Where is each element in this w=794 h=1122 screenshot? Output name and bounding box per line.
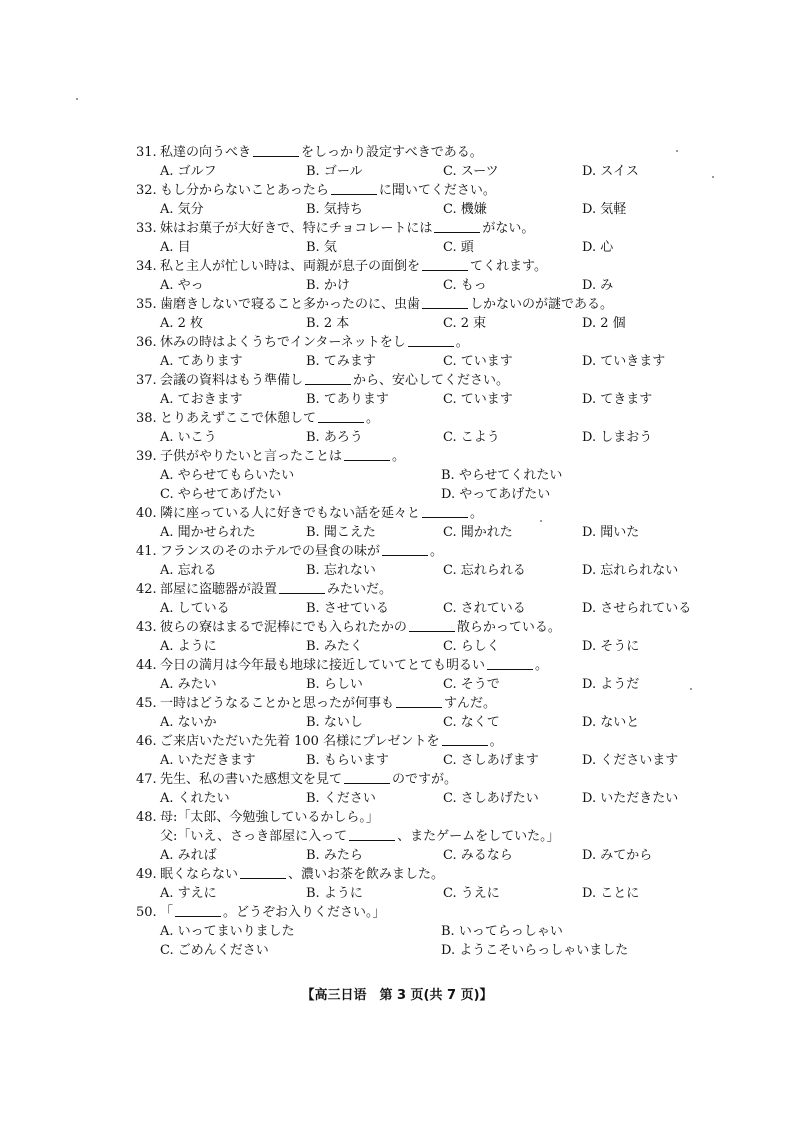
option-row: [136, 752, 736, 771]
option-b: B. 気: [306, 240, 337, 255]
answer-blank: [175, 904, 221, 917]
option-row: [136, 353, 736, 372]
option-b: B. あろう: [306, 430, 363, 445]
question-38: [136, 410, 736, 448]
option-d: D. 心: [582, 240, 614, 255]
question-stem: 46. ご来店いただいた先着 100 名様にプレゼントを 。: [136, 734, 503, 749]
option-row: [136, 790, 736, 809]
answer-blank: [422, 296, 468, 309]
answer-blank: [442, 733, 488, 746]
option-d: D. 忘れられない: [582, 563, 679, 578]
option-a: A. 2 枚: [160, 316, 204, 331]
option-d: D. くださいます: [582, 753, 679, 768]
question-stem: 45. 一時はどうなることかと思ったが何事も すんだ。: [136, 696, 497, 711]
option-c: C. そうで: [443, 677, 500, 692]
dialogue-line-mother: 48. 母:「太郎、今勉強しているかしら。」: [136, 810, 379, 825]
answer-blank: [434, 220, 480, 233]
option-b: B. らしい: [306, 677, 363, 692]
question-43: [136, 619, 736, 657]
question-48: [136, 809, 736, 866]
option-b: B. 気持ち: [306, 202, 363, 217]
answer-blank: [409, 619, 455, 632]
question-37: [136, 372, 736, 410]
option-c: C. さしあげたい: [443, 791, 539, 806]
question-stem: 43. 彼らの寮はまるで泥棒にでも入られたかの 散らかっている。: [136, 620, 561, 635]
option-a: A. くれたい: [160, 791, 230, 806]
option-c: C. やらせてあげたい: [160, 487, 282, 502]
option-b: B. ように: [306, 886, 363, 901]
answer-blank: [487, 657, 533, 670]
answer-blank: [382, 543, 428, 556]
question-47: [136, 771, 736, 809]
option-d: D. ていきます: [582, 354, 666, 369]
answer-blank: [396, 695, 442, 708]
question-stem: 41. フランスのそのホテルでの昼食の味が 。: [136, 544, 443, 559]
question-31: [136, 144, 736, 182]
page-footer: 【高三日语 第 3 页(共 7 页)】: [301, 988, 493, 1003]
option-c: C. 聞かれた: [443, 525, 513, 540]
option-a: A. ないか: [160, 715, 217, 730]
option-d: D. しまおう: [582, 430, 653, 445]
option-b: B. ゴール: [306, 164, 363, 179]
option-row: [136, 524, 736, 543]
option-d: D. ないと: [582, 715, 640, 730]
answer-blank: [422, 505, 468, 518]
question-41: [136, 543, 736, 581]
answer-blank: [408, 334, 454, 347]
question-stem: 49. 眠くならない 、濃いお茶を飲みました。: [136, 867, 445, 882]
option-a: A. 目: [160, 240, 191, 255]
option-a: A. みたい: [160, 677, 217, 692]
question-49: [136, 866, 736, 904]
option-d: D. スイス: [582, 164, 639, 179]
option-row: [136, 201, 736, 220]
question-stem: 47. 先生、私の書いた感想文を見て のですが。: [136, 772, 458, 787]
question-33: [136, 220, 736, 258]
option-b: B. かけ: [306, 278, 350, 293]
option-a: A. やらせてもらいたい: [160, 468, 295, 483]
option-a: A. すえに: [160, 886, 217, 901]
option-d: D. み: [582, 278, 614, 293]
question-stem: 32. もし分からないことあったら に聞いてください。: [136, 183, 496, 198]
option-c: C. みるなら: [443, 848, 513, 863]
question-42: [136, 581, 736, 619]
question-stem: 35. 歯磨きしないで寝ること多かったのに、虫歯 しかないのが謎である。: [136, 297, 614, 312]
answer-blank: [344, 771, 390, 784]
option-b: B. いってらっしゃい: [441, 924, 563, 939]
option-row: [136, 847, 736, 866]
question-36: [136, 334, 736, 372]
option-b: B. 忘れない: [306, 563, 376, 578]
option-c: C. 頭: [443, 240, 474, 255]
option-b: B. みたく: [306, 639, 363, 654]
option-c: C. ています: [443, 392, 513, 407]
option-row: [136, 676, 736, 695]
option-a: A. 気分: [160, 202, 204, 217]
option-a: A. いってまいりました: [160, 924, 295, 939]
question-stem: 40. 隣に座っている人に好きでもない話を延々と 。: [136, 506, 484, 521]
option-d: D. みてから: [582, 848, 653, 863]
question-stem: 33. 妹はお菓子が大好きで、特にチョコレートには がない。: [136, 221, 535, 236]
question-45: [136, 695, 736, 733]
option-c: C. こよう: [443, 430, 500, 445]
option-row: [136, 638, 736, 657]
question-32: [136, 182, 736, 220]
option-c: C. うえに: [443, 886, 500, 901]
question-stem: 38. とりあえずここで休憩して 。: [136, 411, 380, 426]
option-d: D. ようこそいらっしゃいました: [441, 943, 629, 958]
option-row: [136, 600, 736, 619]
option-a: A. 聞かせられた: [160, 525, 256, 540]
question-50: [136, 904, 736, 961]
option-b: B. みたら: [306, 848, 363, 863]
scan-speck: [712, 176, 714, 178]
option-b: B. させている: [306, 601, 389, 616]
option-a: A. ように: [160, 639, 217, 654]
option-a: A. 忘れる: [160, 563, 217, 578]
option-b: B. やらせてくれたい: [441, 468, 563, 483]
scan-speck: [676, 150, 678, 152]
option-c: C. らしく: [443, 639, 500, 654]
question-list: [136, 144, 736, 961]
option-c: C. されている: [443, 601, 526, 616]
option-d: D. 2 個: [582, 316, 626, 331]
answer-blank: [279, 581, 325, 594]
question-stem: 31. 私達の向うべき をしっかり設定すべきである。: [136, 145, 483, 160]
question-46: [136, 733, 736, 771]
answer-blank: [318, 410, 364, 423]
question-stem: 44. 今日の満月は今年最も地球に接近していてとても明るい 。: [136, 658, 549, 673]
option-c: C. さしあげます: [443, 753, 539, 768]
option-a: A. てあります: [160, 354, 243, 369]
option-a: A. ゴルフ: [160, 164, 217, 179]
option-a: A. みれば: [160, 848, 217, 863]
answer-blank: [422, 258, 468, 271]
question-34: [136, 258, 736, 296]
option-b: B. てみます: [306, 354, 376, 369]
option-c: C. ています: [443, 354, 513, 369]
option-d: D. ようだ: [582, 677, 640, 692]
dialogue-line-father: 父:「いえ、さっき部屋に入って 、またゲームをしていた。」: [160, 829, 560, 844]
option-b: B. てあります: [306, 392, 389, 407]
option-c: C. 機嫌: [443, 202, 487, 217]
option-row: [136, 277, 736, 296]
option-row: [136, 315, 736, 334]
option-c: C. ごめんください: [160, 943, 269, 958]
answer-blank: [240, 866, 286, 879]
answer-blank: [349, 828, 395, 841]
option-d: D. 気軽: [582, 202, 627, 217]
question-stem: 34. 私と主人が忙しい時は、両親が息子の面倒を てくれます。: [136, 259, 547, 274]
option-d: D. させられている: [582, 601, 692, 616]
option-a: A. ておきます: [160, 392, 243, 407]
answer-blank: [331, 182, 377, 195]
question-40: [136, 505, 736, 543]
answer-blank: [305, 372, 351, 385]
option-d: D. やってあげたい: [441, 487, 551, 502]
question-44: [136, 657, 736, 695]
option-a: A. いこう: [160, 430, 217, 445]
option-row: [136, 239, 736, 258]
option-d: D. いただきたい: [582, 791, 679, 806]
option-d: D. 聞いた: [582, 525, 640, 540]
scan-speck: [76, 98, 78, 100]
scan-speck: [540, 520, 542, 522]
question-stem: 37. 会議の資料はもう準備し から、安心してください。: [136, 373, 510, 388]
answer-blank: [344, 448, 390, 461]
option-d: D. そうに: [582, 639, 640, 654]
scan-speck: [690, 688, 692, 690]
option-a: A. やっ: [160, 278, 204, 293]
option-row: [136, 163, 736, 182]
option-row: [136, 885, 736, 904]
question-35: [136, 296, 736, 334]
option-a: A. いただきます: [160, 753, 256, 768]
option-row: [136, 714, 736, 733]
answer-blank: [253, 144, 299, 157]
option-b: B. ないし: [306, 715, 363, 730]
option-c: C. もっ: [443, 278, 487, 293]
option-c: C. 忘れられる: [443, 563, 526, 578]
option-b: B. 2 本: [306, 316, 350, 331]
question-39: [136, 448, 736, 505]
option-grid: [136, 923, 736, 961]
option-b: B. もらいます: [306, 753, 389, 768]
option-row: [136, 429, 736, 448]
option-d: D. てきます: [582, 392, 653, 407]
question-stem: 36. 休みの時はよくうちでインターネットをし 。: [136, 335, 469, 350]
option-b: B. ください: [306, 791, 376, 806]
question-stem: 42. 部屋に盗聴器が設置 みたいだ。: [136, 582, 393, 597]
option-c: C. なくて: [443, 715, 500, 730]
question-stem: 39. 子供がやりたいと言ったことは 。: [136, 449, 406, 464]
option-grid: [136, 467, 736, 505]
option-b: B. 聞こえた: [306, 525, 376, 540]
option-row: [136, 391, 736, 410]
option-c: C. 2 束: [443, 316, 487, 331]
option-d: D. ことに: [582, 886, 640, 901]
option-row: [136, 562, 736, 581]
question-stem: 50. 「 。どうぞお入りください。」: [136, 905, 386, 920]
option-c: C. スーツ: [443, 164, 499, 179]
option-a: A. している: [160, 601, 230, 616]
